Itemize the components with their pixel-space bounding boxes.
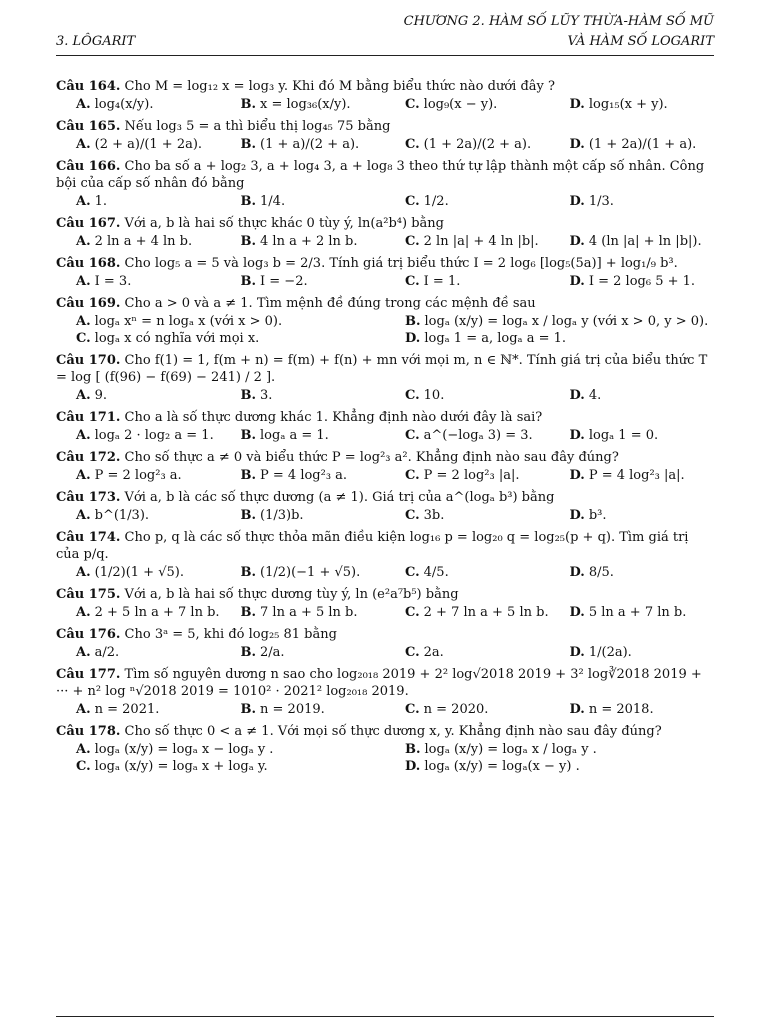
answer-option <box>221 273 386 290</box>
question-text: Cho a là số thực dương khác 1. Khẳng định nào dưới đây là sai? <box>120 410 543 425</box>
answer-option <box>56 467 221 484</box>
option-text: (2 + a)/(1 + 2a). <box>94 137 203 152</box>
option-letter: A. <box>76 137 91 152</box>
option-letter: D. <box>569 194 585 209</box>
option-letter: C. <box>405 234 420 249</box>
option-letter: B. <box>240 645 257 660</box>
option-letter: B. <box>240 274 257 289</box>
question <box>56 449 714 484</box>
option-letter: C. <box>405 97 420 112</box>
option-text: n = 2019. <box>260 702 325 717</box>
answer-option <box>221 467 386 484</box>
option-text: logₐ (x/y) = logₐ(x − y) . <box>424 759 580 774</box>
header-rule <box>56 55 714 56</box>
option-letter: C. <box>405 605 420 620</box>
option-text: logₐ a = 1. <box>260 428 329 443</box>
option-letter: A. <box>76 645 91 660</box>
option-letter: A. <box>76 194 91 209</box>
option-letter: A. <box>76 314 91 329</box>
option-text: 8/5. <box>588 565 614 580</box>
option-letter: D. <box>569 234 585 249</box>
answer-option <box>550 387 715 404</box>
option-text: (1 + a)/(2 + a). <box>260 137 360 152</box>
answer-option <box>385 273 550 290</box>
option-text: logₐ (x/y) = logₐ x − logₐ y . <box>94 742 274 757</box>
question-number: Câu 165. <box>56 119 121 134</box>
question-number: Câu 167. <box>56 216 121 231</box>
answer-option <box>221 193 386 210</box>
answer-options <box>56 427 714 444</box>
answer-option <box>385 427 550 444</box>
answer-option <box>56 387 221 404</box>
question <box>56 78 714 113</box>
question-text: Cho f(1) = 1, f(m + n) = f(m) + f(n) + mn với mọi m, n ∈ ℕ*. Tính giá trị của biểu thức T = log [ (f(96) − f(69) − 241) / 2 ]. <box>56 353 708 385</box>
question-text: Cho p, q là các số thực thỏa mãn điều kiện log₁₆ p = log₂₀ q = log₂₅(p + q). Tìm giá trị của p/q. <box>56 530 689 562</box>
option-text: 2 ln a + 4 ln b. <box>94 234 193 249</box>
answer-option <box>385 644 550 661</box>
option-letter: D. <box>569 388 585 403</box>
answer-option <box>550 427 715 444</box>
question <box>56 118 714 153</box>
option-text: (1/2)(−1 + √5). <box>260 565 361 580</box>
option-text: 2 + 7 ln a + 5 ln b. <box>423 605 549 620</box>
question-text: Với a, b là hai số thực khác 0 tùy ý, ln(a²b⁴) bằng <box>120 216 444 231</box>
section-title: 3. LÔGARIT <box>56 34 136 49</box>
answer-options <box>56 741 714 775</box>
option-letter: B. <box>240 234 257 249</box>
option-letter: A. <box>76 234 91 249</box>
answer-option <box>550 233 715 250</box>
question <box>56 158 714 210</box>
option-text: (1 + 2a)/(1 + a). <box>588 137 697 152</box>
option-text: n = 2021. <box>94 702 160 717</box>
answer-option <box>550 564 715 581</box>
question <box>56 409 714 444</box>
option-text: I = 3. <box>94 274 132 289</box>
chapter-title: CHƯƠNG 2. HÀM SỐ LŨY THỪA-HÀM SỐ MŨ <box>403 14 714 29</box>
option-letter: A. <box>76 508 91 523</box>
answer-options <box>56 273 714 290</box>
answer-option <box>385 233 550 250</box>
question-number: Câu 178. <box>56 724 121 739</box>
option-letter: A. <box>76 274 91 289</box>
answer-option <box>550 604 715 621</box>
question-stem <box>56 118 714 135</box>
option-letter: D. <box>569 274 585 289</box>
option-text: logₐ (x/y) = logₐ x / logₐ y (với x > 0, y > 0). <box>424 314 709 329</box>
option-text: (1/2)(1 + √5). <box>94 565 184 580</box>
option-text: n = 2020. <box>423 702 489 717</box>
option-text: 3. <box>260 388 273 403</box>
answer-option <box>385 758 714 775</box>
answer-option <box>221 604 386 621</box>
question <box>56 295 714 347</box>
answer-option <box>385 193 550 210</box>
option-text: logₐ xⁿ = n logₐ x (với x > 0). <box>94 314 283 329</box>
question-text: Cho log₅ a = 5 và log₃ b = 2/3. Tính giá trị biểu thức I = 2 log₆ [log₅(5a)] + log₁/₉ b³. <box>120 256 678 271</box>
question-stem <box>56 215 714 232</box>
answer-option <box>385 96 550 113</box>
answer-option <box>56 604 221 621</box>
question-list <box>56 78 714 780</box>
option-text: logₐ 1 = 0. <box>588 428 659 443</box>
question-text: Cho a > 0 và a ≠ 1. Tìm mệnh đề đúng trong các mệnh đề sau <box>120 296 536 311</box>
question-number: Câu 166. <box>56 159 121 174</box>
footer-rule <box>56 1016 714 1017</box>
question-number: Câu 176. <box>56 627 121 642</box>
option-text: 9. <box>94 388 108 403</box>
answer-option <box>550 644 715 661</box>
question-text: Nếu log₃ 5 = a thì biểu thị log₄₅ 75 bằng <box>120 119 391 134</box>
answer-option <box>221 96 386 113</box>
option-letter: A. <box>76 605 91 620</box>
answer-option <box>550 701 715 718</box>
answer-options <box>56 313 714 347</box>
option-letter: B. <box>240 194 257 209</box>
answer-options <box>56 701 714 718</box>
answer-option <box>385 313 714 330</box>
option-text: 2 ln |a| + 4 ln |b|. <box>423 234 539 249</box>
question <box>56 215 714 250</box>
answer-option <box>385 467 550 484</box>
option-letter: A. <box>76 428 91 443</box>
answer-option <box>385 507 550 524</box>
chapter-subtitle: VÀ HÀM SỐ LOGARIT <box>567 34 714 49</box>
option-text: 2 + 5 ln a + 7 ln b. <box>94 605 220 620</box>
answer-options <box>56 193 714 210</box>
answer-options <box>56 136 714 153</box>
question-text: Với a, b là các số thực dương (a ≠ 1). Giá trị của a^(logₐ b³) bằng <box>120 490 555 505</box>
option-letter: B. <box>240 605 257 620</box>
option-text: I = −2. <box>260 274 308 289</box>
answer-options <box>56 507 714 524</box>
option-text: P = 2 log²₃ a. <box>94 468 182 483</box>
option-text: logₐ (x/y) = logₐ x + logₐ y. <box>94 759 268 774</box>
option-letter: C. <box>405 137 420 152</box>
option-letter: C. <box>405 428 420 443</box>
option-letter: C. <box>405 468 420 483</box>
answer-option <box>221 233 386 250</box>
option-text: 1/(2a). <box>588 645 632 660</box>
option-letter: B. <box>405 742 421 757</box>
option-text: 1/2. <box>423 194 449 209</box>
question <box>56 666 714 718</box>
option-letter: A. <box>76 97 91 112</box>
answer-options <box>56 387 714 404</box>
answer-option <box>56 507 221 524</box>
question <box>56 352 714 404</box>
option-letter: D. <box>405 331 421 346</box>
answer-option <box>221 564 386 581</box>
option-letter: B. <box>240 702 257 717</box>
option-letter: C. <box>405 565 420 580</box>
answer-option <box>221 644 386 661</box>
answer-option <box>56 136 221 153</box>
option-letter: B. <box>405 314 421 329</box>
option-text: 4/5. <box>423 565 449 580</box>
answer-options <box>56 644 714 661</box>
option-letter: A. <box>76 468 91 483</box>
answer-options <box>56 564 714 581</box>
question-stem <box>56 489 714 506</box>
question <box>56 529 714 581</box>
question-stem <box>56 409 714 426</box>
option-text: 4 (ln |a| + ln |b|). <box>588 234 702 249</box>
answer-option <box>385 701 550 718</box>
answer-option <box>56 741 385 758</box>
question <box>56 586 714 621</box>
answer-option <box>56 273 221 290</box>
question-stem <box>56 529 714 563</box>
answer-option <box>385 564 550 581</box>
question-text: Với a, b là hai số thực dương tùy ý, ln (e²a⁷b⁵) bằng <box>120 587 459 602</box>
option-text: 10. <box>423 388 445 403</box>
question-text: Cho số thực a ≠ 0 và biểu thức P = log²₃ a². Khẳng định nào sau đây đúng? <box>120 450 619 465</box>
option-text: 3b. <box>423 508 445 523</box>
answer-option <box>385 604 550 621</box>
answer-option <box>385 741 714 758</box>
answer-option <box>56 701 221 718</box>
option-letter: C. <box>76 331 91 346</box>
option-letter: B. <box>240 428 257 443</box>
option-letter: D. <box>569 428 585 443</box>
question-stem <box>56 586 714 603</box>
option-letter: C. <box>405 194 420 209</box>
option-text: n = 2018. <box>588 702 654 717</box>
option-letter: D. <box>569 565 585 580</box>
answer-option <box>221 136 386 153</box>
question-text: Tìm số nguyên dương n sao cho log₂₀₁₈ 2019 + 2² log√2018 2019 + 3² log∛2018 2019 + ··· + n² log ⁿ√2018 2019 = 1010² · 2021² log₂₀₁₈ 2019. <box>56 667 702 699</box>
option-text: 4. <box>588 388 602 403</box>
option-text: 1/4. <box>260 194 286 209</box>
answer-option <box>56 758 385 775</box>
answer-option <box>56 564 221 581</box>
answer-option <box>550 467 715 484</box>
answer-option <box>385 330 714 347</box>
option-text: (1/3)b. <box>260 508 304 523</box>
answer-option <box>221 387 386 404</box>
question-number: Câu 174. <box>56 530 121 545</box>
option-text: b³. <box>588 508 607 523</box>
option-text: log₉(x − y). <box>423 97 498 112</box>
answer-option <box>56 644 221 661</box>
option-text: log₄(x/y). <box>94 97 154 112</box>
question-number: Câu 175. <box>56 587 121 602</box>
option-letter: C. <box>405 702 420 717</box>
option-text: x = log₃₆(x/y). <box>260 97 351 112</box>
option-text: (1 + 2a)/(2 + a). <box>423 137 532 152</box>
answer-option <box>550 96 715 113</box>
option-letter: C. <box>405 274 420 289</box>
option-letter: D. <box>569 605 585 620</box>
option-text: 2a. <box>423 645 444 660</box>
option-letter: B. <box>240 97 257 112</box>
question-stem <box>56 666 714 700</box>
option-text: I = 1. <box>423 274 461 289</box>
option-letter: B. <box>240 388 257 403</box>
option-text: 1/3. <box>588 194 614 209</box>
answer-option <box>56 96 221 113</box>
option-text: logₐ 1 = a, logₐ a = 1. <box>424 331 567 346</box>
question-text: Cho số thực 0 < a ≠ 1. Với mọi số thực dương x, y. Khẳng định nào sau đây đúng? <box>120 724 662 739</box>
question-stem <box>56 449 714 466</box>
question <box>56 489 714 524</box>
question-number: Câu 177. <box>56 667 121 682</box>
option-letter: B. <box>240 137 257 152</box>
option-letter: A. <box>76 742 91 757</box>
answer-option <box>550 193 715 210</box>
question-text: Cho M = log₁₂ x = log₃ y. Khi đó M bằng biểu thức nào dưới đây ? <box>120 79 555 94</box>
option-letter: A. <box>76 565 91 580</box>
option-letter: C. <box>405 388 420 403</box>
option-letter: A. <box>76 702 91 717</box>
option-letter: D. <box>405 759 421 774</box>
question-stem <box>56 295 714 312</box>
option-text: logₐ 2 · log₂ a = 1. <box>94 428 214 443</box>
option-text: a^(−logₐ 3) = 3. <box>423 428 533 443</box>
option-letter: B. <box>240 508 257 523</box>
question-stem <box>56 626 714 643</box>
option-text: 1. <box>94 194 108 209</box>
answer-option <box>56 427 221 444</box>
question-stem <box>56 723 714 740</box>
question <box>56 626 714 661</box>
answer-options <box>56 604 714 621</box>
answer-option <box>221 507 386 524</box>
option-text: 5 ln a + 7 ln b. <box>588 605 687 620</box>
question-number: Câu 173. <box>56 490 121 505</box>
question-text: Cho ba số a + log₂ 3, a + log₄ 3, a + log₈ 3 theo thứ tự lập thành một cấp số nhân. Công bội của cấp số nhân đó bằng <box>56 159 705 191</box>
answer-options <box>56 96 714 113</box>
question-number: Câu 172. <box>56 450 121 465</box>
question-number: Câu 170. <box>56 353 121 368</box>
answer-option <box>550 273 715 290</box>
option-text: P = 2 log²₃ |a|. <box>423 468 520 483</box>
answer-option <box>550 507 715 524</box>
option-letter: C. <box>405 508 420 523</box>
answer-option <box>550 136 715 153</box>
option-letter: D. <box>569 702 585 717</box>
option-text: P = 4 log²₃ a. <box>260 468 348 483</box>
answer-option <box>56 330 385 347</box>
option-text: log₁₅(x + y). <box>588 97 668 112</box>
answer-options <box>56 233 714 250</box>
option-letter: D. <box>569 97 585 112</box>
question-stem <box>56 352 714 386</box>
option-text: a/2. <box>94 645 120 660</box>
option-text: I = 2 log₆ 5 + 1. <box>588 274 696 289</box>
question-stem <box>56 255 714 272</box>
option-text: b^(1/3). <box>94 508 150 523</box>
question-text: Cho 3ᵃ = 5, khi đó log₂₅ 81 bằng <box>120 627 337 642</box>
question <box>56 723 714 775</box>
option-letter: D. <box>569 137 585 152</box>
answer-option <box>221 427 386 444</box>
option-letter: D. <box>569 645 585 660</box>
question-stem <box>56 78 714 95</box>
question-number: Câu 171. <box>56 410 121 425</box>
question-number: Câu 169. <box>56 296 121 311</box>
question-stem <box>56 158 714 192</box>
option-text: 4 ln a + 2 ln b. <box>260 234 358 249</box>
answer-option <box>56 193 221 210</box>
option-letter: C. <box>76 759 91 774</box>
question-number: Câu 164. <box>56 79 121 94</box>
option-text: 2/a. <box>260 645 285 660</box>
option-letter: C. <box>405 645 420 660</box>
question <box>56 255 714 290</box>
option-text: P = 4 log²₃ |a|. <box>588 468 685 483</box>
option-letter: D. <box>569 508 585 523</box>
option-text: 7 ln a + 5 ln b. <box>260 605 358 620</box>
answer-option <box>221 701 386 718</box>
answer-option <box>385 387 550 404</box>
answer-options <box>56 467 714 484</box>
option-letter: B. <box>240 565 257 580</box>
answer-option <box>56 233 221 250</box>
document-page <box>56 0 714 1024</box>
option-text: logₐ x có nghĩa với mọi x. <box>94 331 260 346</box>
option-letter: D. <box>569 468 585 483</box>
answer-option <box>56 313 385 330</box>
question-number: Câu 168. <box>56 256 121 271</box>
answer-option <box>385 136 550 153</box>
option-letter: B. <box>240 468 257 483</box>
option-letter: A. <box>76 388 91 403</box>
option-text: logₐ (x/y) = logₐ x / logₐ y . <box>424 742 597 757</box>
